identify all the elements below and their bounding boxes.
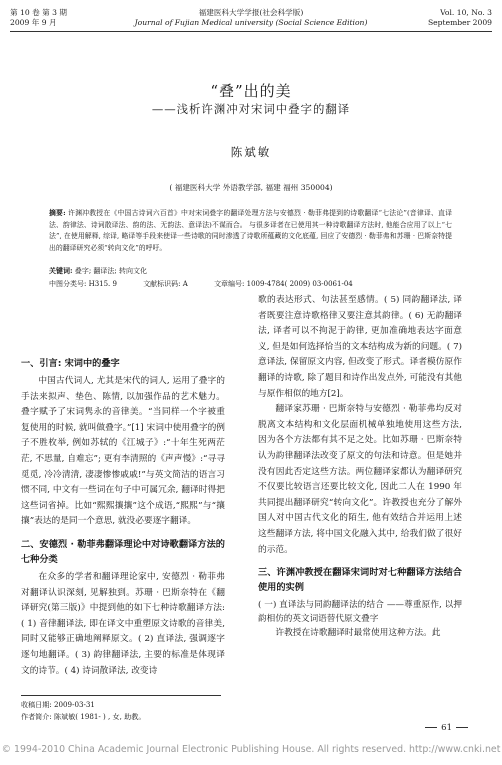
paragraph: 翻译家苏珊 · 巴斯奈特与安德烈 · 勒菲弗均反对脱离文本结构和文化层面机械单独地使用这些方法, 因为各个方法都有其不足之处。比如苏珊 · 巴斯奈特认为韵律翻译法改变了原文的句法和诗意。但是她并没有因此否定这些方法。两位翻译家都认为翻译研究不仅要比较语言还要比较文化, 因此二人在 1990 年共同提出翻译研究“转向文化”。许教授也充分了解外国人对中国古代文化的陌生, 他有效结合并运用上述这些翻译方法, 将中国文化融入其中, 给我们做了很好的示范。 bbox=[258, 404, 462, 555]
article-author: 陈斌敏 bbox=[230, 145, 272, 159]
header-journal-cn: 福建医科大学学报(社会科学版) bbox=[198, 8, 304, 17]
footnote-rule bbox=[21, 695, 221, 696]
header-vol-en-block bbox=[428, 8, 492, 28]
header-rule bbox=[10, 31, 492, 32]
left-column bbox=[21, 349, 225, 679]
footnote-received: 收稿日期: 2009-03-31 bbox=[21, 700, 95, 709]
cnki-watermark: © 1994-2010 China Academic Journal Electronic Publishing House. All rights reserved. http://www.cnki.net bbox=[1, 744, 501, 755]
header-journal-en: Journal of Fujian Medical university (Social Science Edition) bbox=[134, 18, 368, 27]
abstract-text: 许渊冲教授在《中国古诗词六百首》中对宋词叠字的翻译处理方法与安德烈 · 勒菲弗提到的诗歌翻译“七法论”(音律译、直译法、韵律法、诗词散译法、韵的法、无韵法、意译法)不谋而合。 与很多译者在已使用其一种诗歌翻译方法时, 他能合应用了以上“七法”, 在使用解释, 综译, 略译等手段来使译一些诗歌的同时渗透了诗歌所蕴藏的文化底蕴, 回应了安德烈 · 勒菲弗和苏珊 · 巴斯奈特提出的翻译研究必须“转向文化”的呼吁。 bbox=[49, 209, 452, 252]
abstract bbox=[49, 208, 452, 254]
paragraph: 在众多的学者和翻译理论家中, 安德烈 · 勒菲弗对翻译认识深刻, 见解独到。苏珊 · 巴斯奈特在《翻译研究(第三版)》中提到他的如下七种诗歌翻译方法: ( 1) 音律翻译法, 即在译文中重塑原文诗歌的音律美, 同时又能够正确地阐释原文。( 2) 直译法, 强调逐字逐句地翻译。( 3) 韵律翻译法, 主要的标准是体现译文的诗节。( 4) 诗词散译法, 改变诗 bbox=[21, 571, 225, 676]
header-date-en: September 2009 bbox=[427, 18, 492, 27]
keywords bbox=[49, 266, 147, 276]
document-code: 文献标识码: A bbox=[143, 280, 188, 288]
page-number-dash bbox=[456, 727, 468, 728]
paragraph: 许教授在诗歌翻译时最常使用这种方法。此 bbox=[275, 628, 441, 639]
keywords-label: 关键词: bbox=[49, 266, 73, 275]
header-date: 2009 年 9 月 bbox=[10, 18, 57, 27]
paragraph: 中国古代词人, 尤其是宋代的词人, 运用了叠字的手法来拟声、垫色、陈情, 以加强作品的艺术魅力。叠字赋予了宋词隽永的音律美。“当同样一个字被重复使用的时候, 就叫做叠字。”[1] 宋词中使用叠字的例子不胜枚举, 例如苏轼的《江城子》:“十年生死两茫茫, 不思量, 自难忘”; 更有李清照的《声声慢》:“寻寻觅觅, 冷冷清清, 凄凄惨惨戚戚!”与英文简洁的语言习惯不同, 中文有一些词在句子中可属冗余, 翻译时得把这些词省掉。比如“熙熙攘攘”这个成语,“熙熙”与“攘攘”表达的是同一个意思, 就没必要逐字翻译。 bbox=[21, 376, 225, 527]
keywords-text: 叠字; 翻译法; 转向文化 bbox=[74, 267, 147, 275]
header-journal-block bbox=[0, 8, 502, 28]
header-vol-en: Vol. 10, No. 3 bbox=[440, 8, 492, 17]
header-volume: 第 10 卷 第 3 期 bbox=[10, 8, 67, 17]
article-subtitle: ——浅析许渊冲对宋词中叠字的翻译 bbox=[151, 102, 351, 116]
paragraph: 歌的表达形式、句法甚至感情。( 5) 同韵翻译法, 译者既要注意诗歌格律又要注意其韵律。( 6) 无韵翻译法, 译者可以不拘泥于韵律, 更加准确地表达字面意义, 但是如何选择恰当的文本结构成为新的问题。( 7) 意译法, 保留原文内容, 但改变了形式。译者模仿原作翻译的诗歌, 除了题目和诗作出发点外, 可能没有其他与原作相似的地方[2]。 bbox=[258, 295, 462, 399]
page-number: 61 bbox=[441, 723, 452, 733]
right-column bbox=[258, 293, 462, 642]
abstract-label: 摘要: bbox=[49, 209, 66, 217]
author-affiliation: ( 福建医科大学 外语教学部, 福建 福州 350004) bbox=[169, 183, 333, 192]
classification-line bbox=[49, 279, 377, 289]
section-heading-3: 三、许渊冲教授在翻译宋词时对七种翻译方法结合使用的实例 bbox=[258, 567, 462, 594]
page-number-block bbox=[421, 723, 472, 733]
page-number-dash bbox=[425, 727, 437, 728]
section-heading-1: 一、引言: 宋词中的叠字 bbox=[21, 358, 120, 369]
footnote-author-bio: 作者简介: 陈斌敏( 1981- ) , 女, 助教。 bbox=[21, 712, 146, 721]
subsection-heading: ( 一) 直译法与同韵翻译法的结合 ——尊重原作, 以押韵相仿的英文词语替代原文叠字 bbox=[258, 600, 462, 625]
article-title: “叠”出的美 bbox=[210, 82, 292, 100]
section-heading-2: 二、安德烈 · 勒菲弗翻译理论中对诗歌翻译方法的七种分类 bbox=[21, 538, 225, 565]
article-number: 文章编号: 1009-4784( 2009) 03-0061-04 bbox=[214, 280, 353, 288]
clc-number: 中图分类号: H315. 9 bbox=[49, 280, 117, 288]
